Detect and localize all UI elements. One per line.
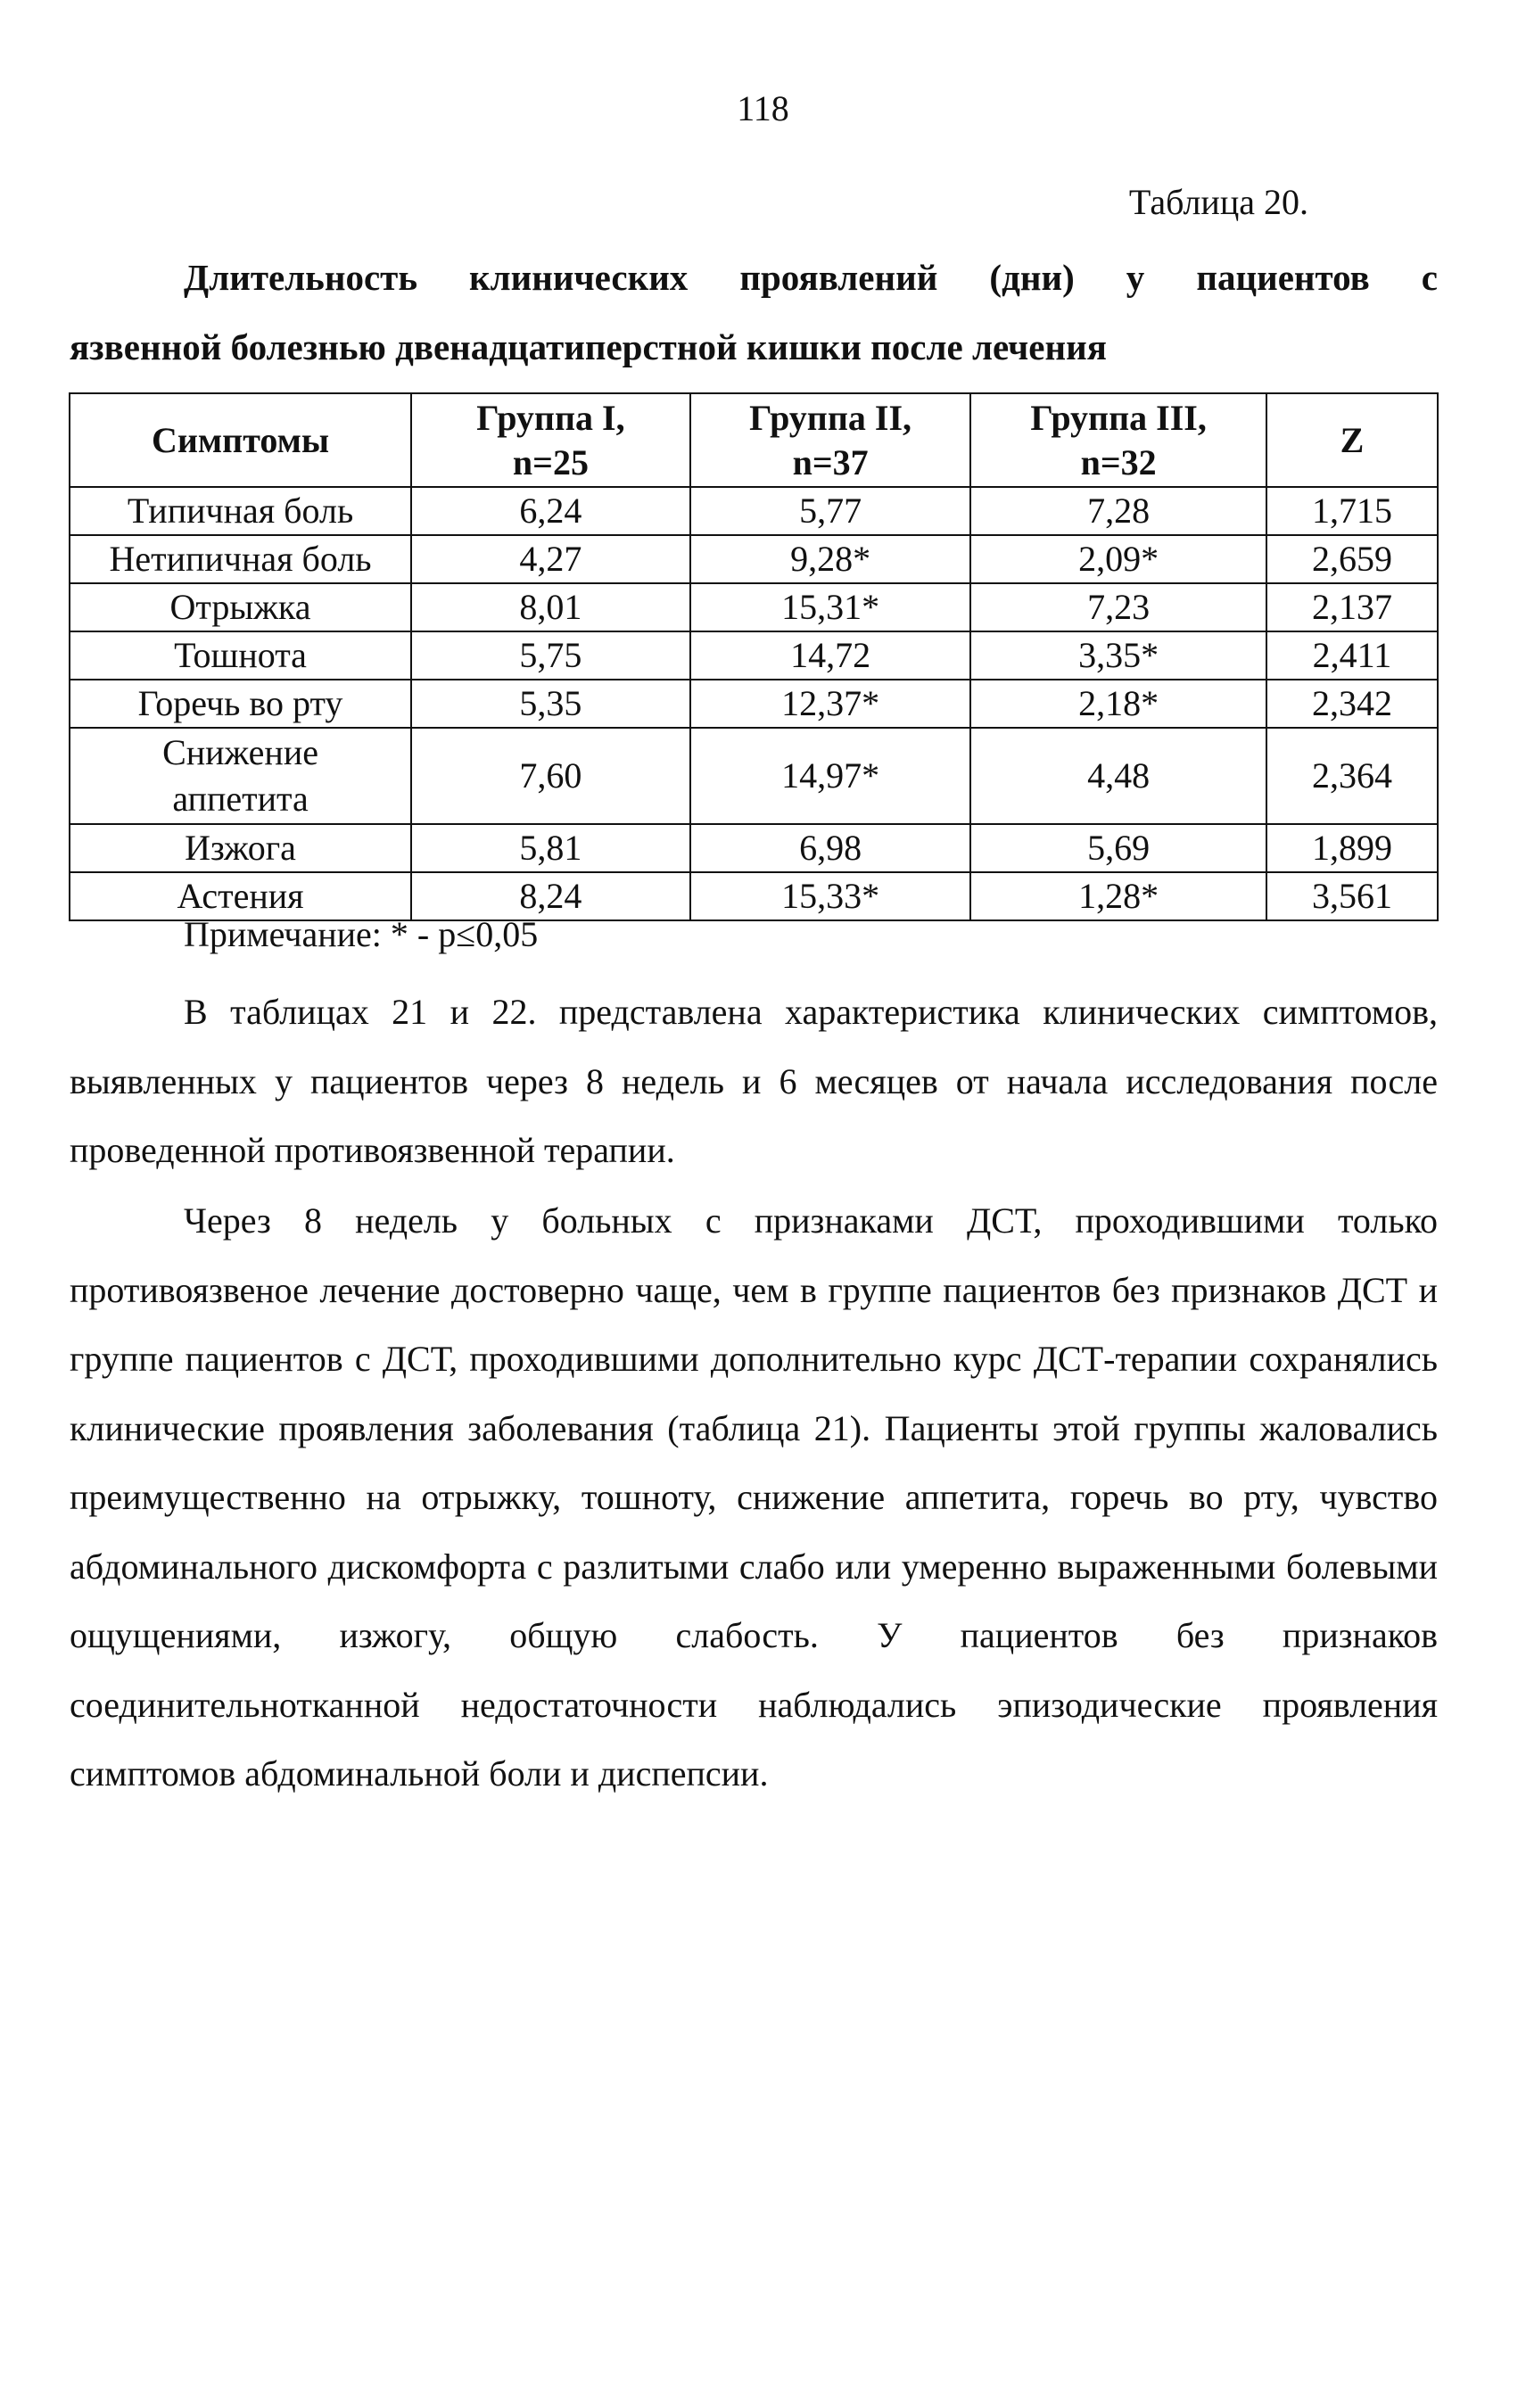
header-z: Z [1266, 393, 1438, 487]
cell-group-2: 9,28* [690, 535, 971, 583]
cell-group-3: 2,09* [970, 535, 1266, 583]
header-group-1-label: Группа I, [476, 397, 625, 438]
table-caption-line-1: Длительность клинических проявлений (дни) у пациентов с [184, 257, 1438, 298]
header-group-3-n: n=32 [1080, 441, 1157, 482]
symptom-duration-table [69, 392, 1439, 921]
cell-group-3: 3,35* [970, 631, 1266, 680]
cell-symptom-line-2: аппетита [172, 779, 309, 819]
table-row [70, 487, 1438, 535]
header-group-2 [690, 393, 971, 487]
cell-group-2: 6,98 [690, 824, 971, 872]
cell-symptom-line-1: Снижение [162, 732, 318, 772]
cell-group-1: 8,01 [411, 583, 690, 631]
table-caption-line-2: язвенной болезнью двенадцатиперстной кишки после лечения [70, 326, 1107, 367]
body-paragraph-1: В таблицах 21 и 22. представлена характеристика клинических симптомов, выявленных у пациентов через 8 недель и 6 месяцев от начала исследования после проведенной противоязвенной терапии. [70, 992, 1438, 1170]
cell-group-1: 5,35 [411, 680, 690, 728]
cell-group-3: 7,23 [970, 583, 1266, 631]
cell-symptom: Тошнота [70, 631, 411, 680]
table-note-value: 0,05 [475, 914, 539, 954]
cell-group-3: 4,48 [970, 728, 1266, 824]
cell-symptom: Изжога [70, 824, 411, 872]
header-group-1-n: n=25 [512, 441, 589, 482]
table-row [70, 728, 1438, 824]
cell-group-2: 15,31* [690, 583, 971, 631]
cell-group-3: 5,69 [970, 824, 1266, 872]
cell-group-3: 2,18* [970, 680, 1266, 728]
cell-z: 2,659 [1266, 535, 1438, 583]
cell-z: 2,411 [1266, 631, 1438, 680]
header-group-3-label: Группа III, [1030, 397, 1207, 438]
table-row [70, 680, 1438, 728]
cell-group-1: 5,75 [411, 631, 690, 680]
cell-group-1: 6,24 [411, 487, 690, 535]
cell-group-1: 5,81 [411, 824, 690, 872]
cell-symptom: Типичная боль [70, 487, 411, 535]
cell-z: 2,364 [1266, 728, 1438, 824]
cell-group-2: 15,33* [690, 872, 971, 920]
cell-z: 1,899 [1266, 824, 1438, 872]
cell-group-2: 14,97* [690, 728, 971, 824]
cell-z: 2,137 [1266, 583, 1438, 631]
page-number: 118 [737, 88, 789, 128]
header-group-1 [411, 393, 690, 487]
less-or-equal-symbol: ≤ [456, 914, 476, 954]
cell-symptom: Горечь во рту [70, 680, 411, 728]
table-row [70, 583, 1438, 631]
header-group-2-label: Группа II, [749, 397, 912, 438]
header-group-2-n: n=37 [792, 441, 869, 482]
cell-group-3: 7,28 [970, 487, 1266, 535]
cell-group-2: 5,77 [690, 487, 971, 535]
cell-z: 1,715 [1266, 487, 1438, 535]
table-note-prefix: Примечание: * - p [184, 914, 457, 954]
table-note [184, 913, 538, 955]
cell-group-1: 8,24 [411, 872, 690, 920]
cell-z: 3,561 [1266, 872, 1438, 920]
cell-z: 2,342 [1266, 680, 1438, 728]
cell-group-1: 7,60 [411, 728, 690, 824]
cell-symptom: Отрыжка [70, 583, 411, 631]
table-row [70, 535, 1438, 583]
body-paragraph-2: Через 8 недель у больных с признаками ДСТ, проходившими только противоязвеное лечение достоверно чаще, чем в группе пациентов без признаков ДСТ и группе пациентов с ДСТ, проходившими дополнительно курс ДСТ-терапии сохранялись клинические проявления заболевания (таблица 21). Пациенты этой группы жаловались преимущественно на отрыжку, тошноту, снижение аппетита, горечь во рту, чувство абдоминального дискомфорта с разлитыми слабо или умеренно выраженными болевыми ощущениями, изжогу, общую слабость. У пациентов без признаков соединительнотканной недостаточности наблюдались эпизодические проявления симптомов абдоминальной боли и диспепсии. [70, 1200, 1438, 1794]
table-header-row [70, 393, 1438, 487]
table-row [70, 824, 1438, 872]
cell-symptom: Нетипичная боль [70, 535, 411, 583]
table-row [70, 631, 1438, 680]
header-symptoms: Симптомы [70, 393, 411, 487]
cell-group-3: 1,28* [970, 872, 1266, 920]
header-group-3 [970, 393, 1266, 487]
cell-group-2: 12,37* [690, 680, 971, 728]
table-label: Таблица 20. [1128, 182, 1308, 222]
cell-group-1: 4,27 [411, 535, 690, 583]
cell-group-2: 14,72 [690, 631, 971, 680]
cell-symptom [70, 728, 411, 824]
cell-symptom: Астения [70, 872, 411, 920]
